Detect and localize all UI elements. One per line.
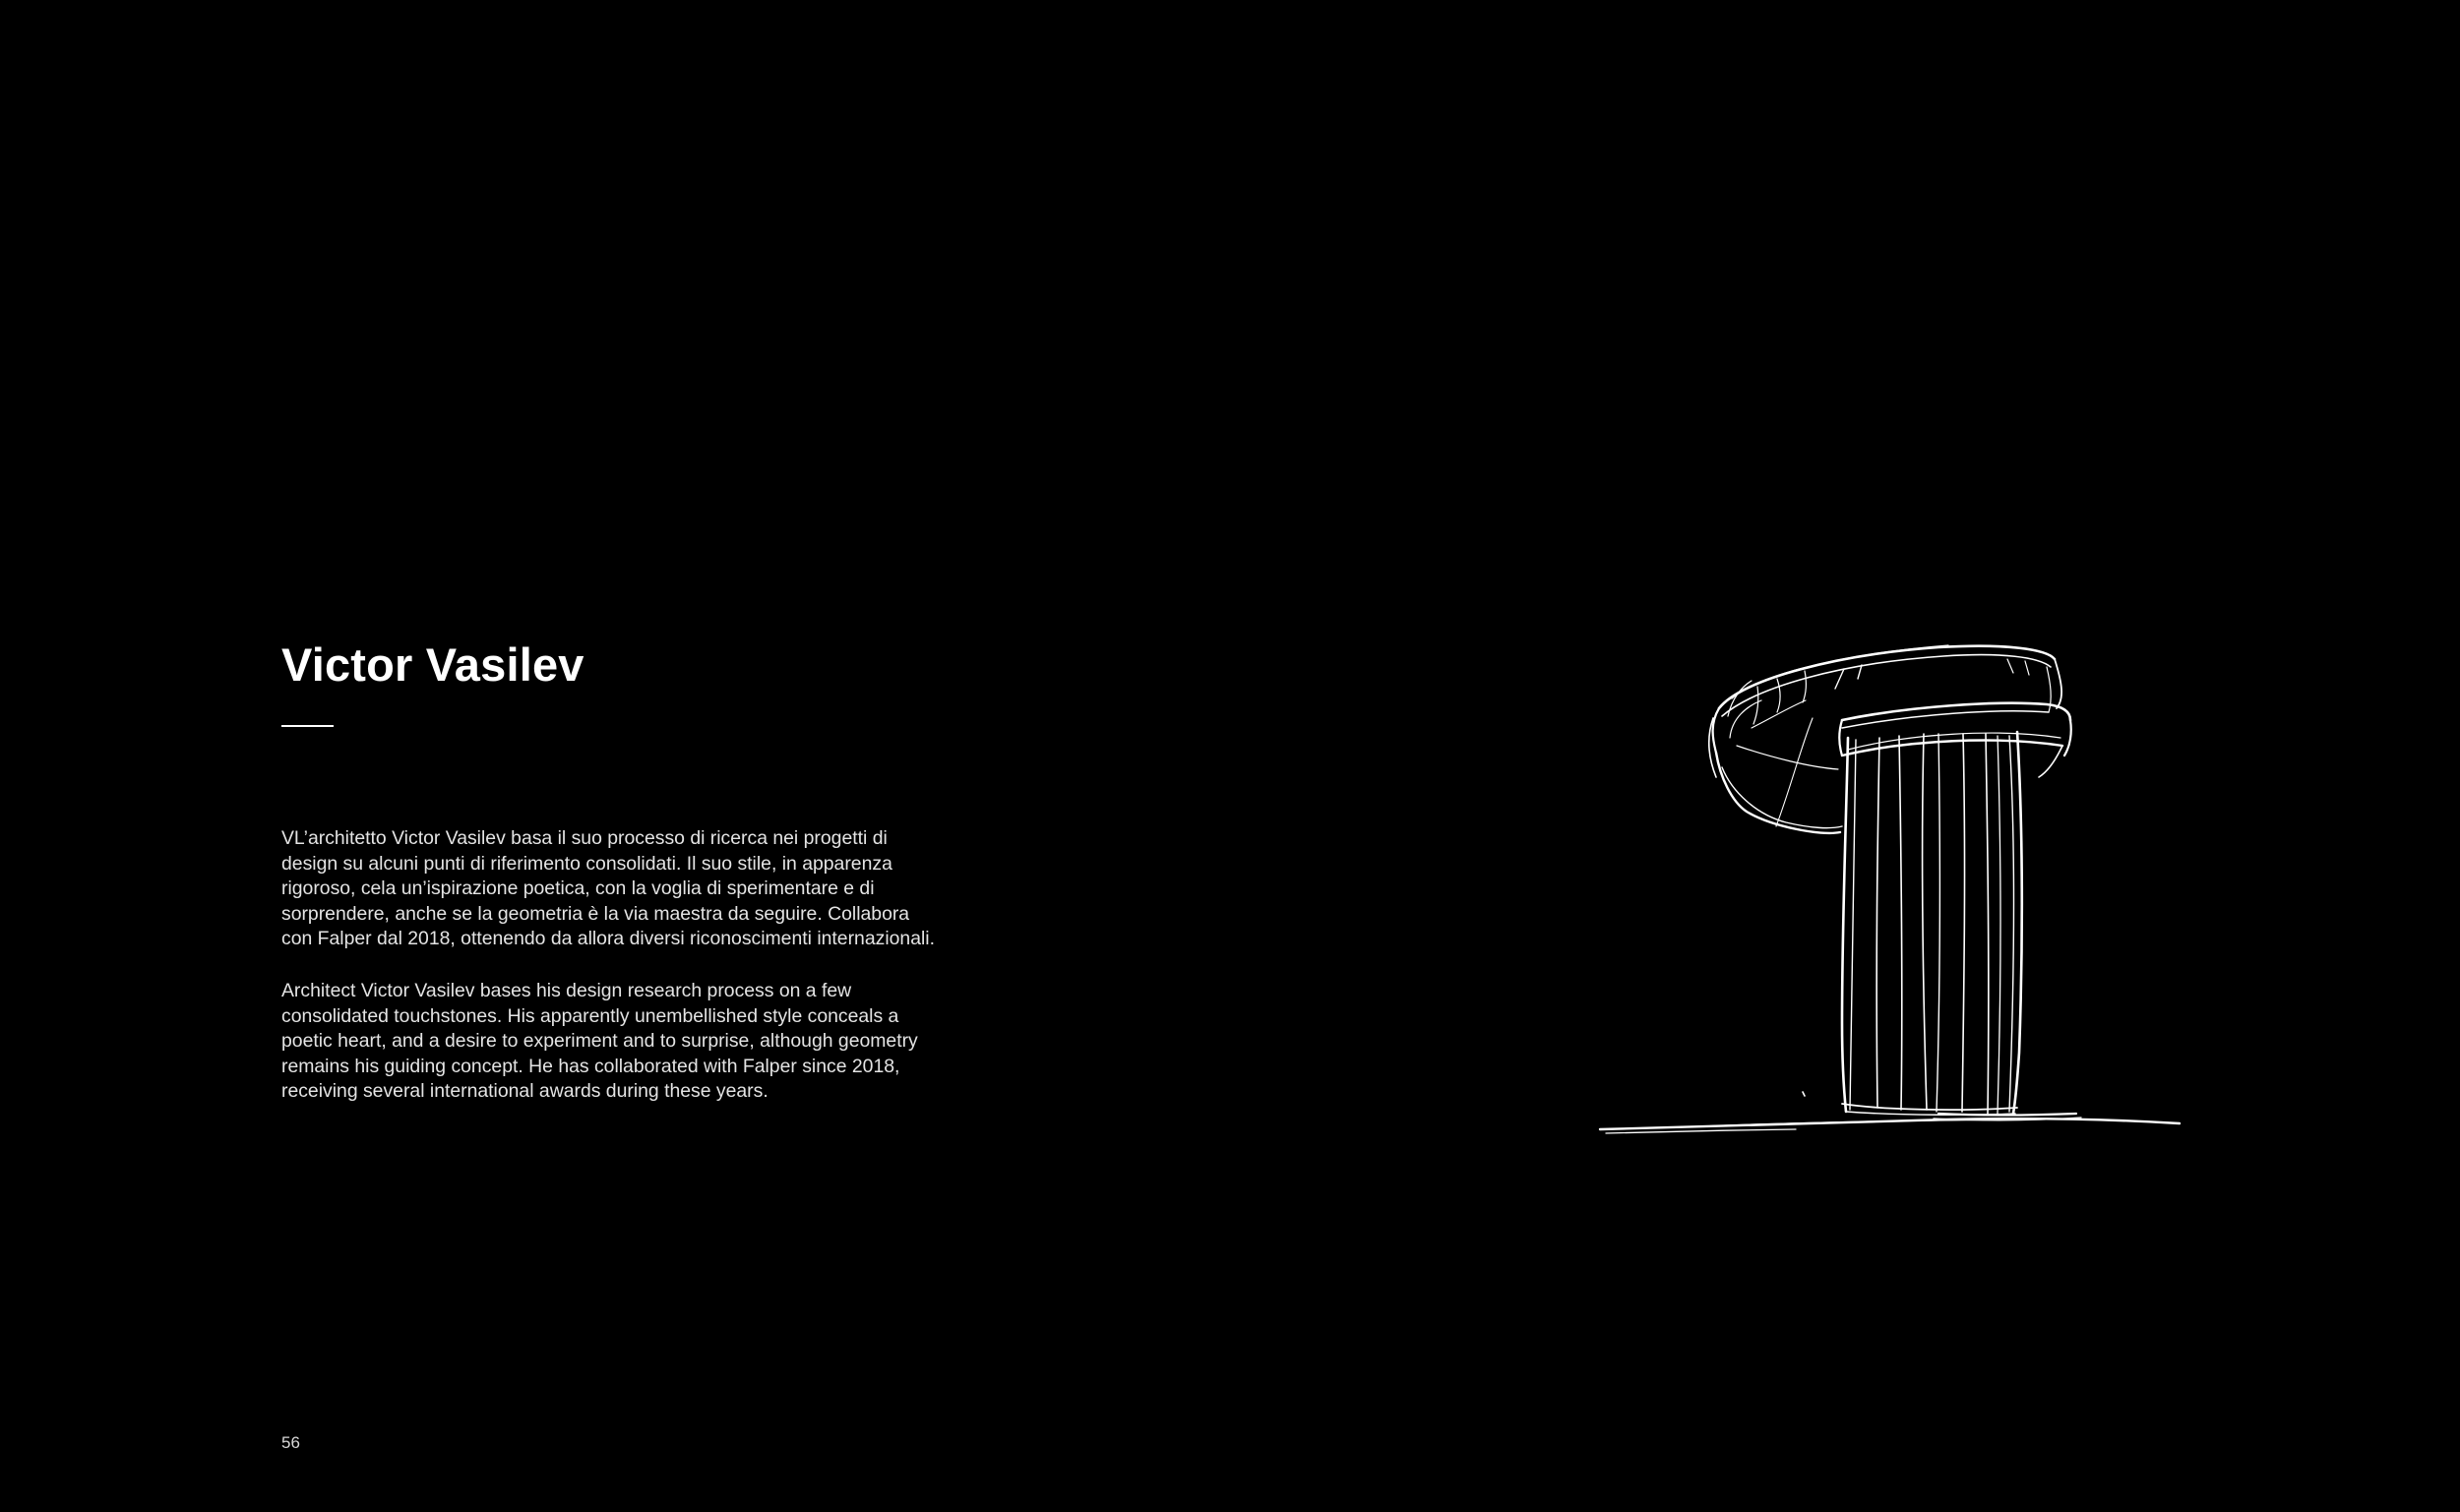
designer-name-title: Victor Vasilev [281,638,584,691]
page-number: 56 [281,1433,300,1452]
bio-english-paragraph: Architect Victor Vasilev bases his design research process on a few consolidated touchstones. His apparently unembellished style conceals a poetic heart, and a desire to experiment and to surprise, although geometry remains his guiding concept. He has collaborated with Falper since 2018, receiving several international awards during these years. [281,980,918,1103]
pedestal-washbasin-sketch-icon [1584,630,2214,1141]
bio-italian-paragraph: VL’architetto Victor Vasilev basa il suo processo di ricerca nei progetti di design su alcuni punti di riferimento consolidati. Il suo stile, in apparenza rigoroso, cela un’ispirazione poetica, con la voglia di sperimentare e di sorprendere, anche se la geometria è la via maestra da seguire. Collabora con Falper dal 2018, ottenendo da allora diversi riconoscimenti internazionali. [281,827,935,950]
title-divider [281,725,334,727]
